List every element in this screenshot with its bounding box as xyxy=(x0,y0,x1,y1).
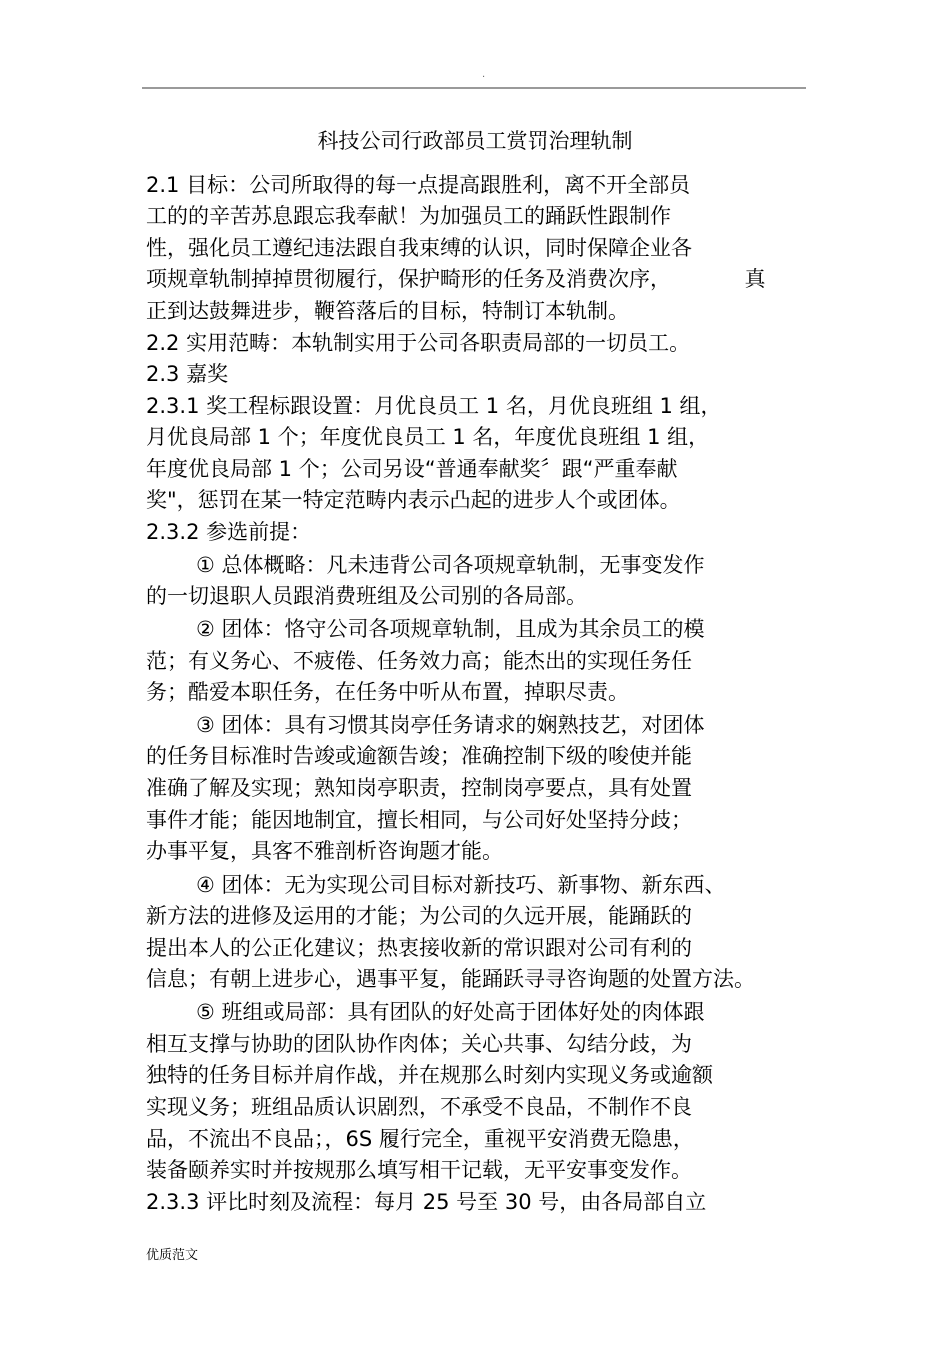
text-line: 工的的辛苦苏息跟忘我奉献！为加强员工的踊跃性跟制作 xyxy=(146,204,671,228)
list-item: ④ 团体：无为实现公司目标对新技巧、新事物、新东西、 xyxy=(196,873,726,897)
text-line: 准确了解及实现；熟知岗亭职责，控制岗亭要点，具有处置 xyxy=(146,776,692,800)
header-rule xyxy=(142,87,806,89)
text-line: 品，不流出不良品；，6S 履行完全，重视平安消费无隐患， xyxy=(146,1127,694,1151)
section-heading: 2.3.3 评比时刻及流程：每月 25 号至 30 号，由各局部自立 xyxy=(146,1190,707,1214)
text-line: 相互支撑与协助的团队协作肉体；关心共事、勾结分歧，为 xyxy=(146,1032,692,1056)
text-line: 奖"，惩罚在某一特定范畴内表示凸起的进步人个或团体。 xyxy=(146,488,681,512)
text-line: 年度优良局部 1 个；公司另设“普通奉献奖〞跟“严重奉献 xyxy=(146,457,678,481)
text-line: 信息；有朝上进步心，遇事平复，能踊跃寻寻咨询题的处置方法。 xyxy=(146,967,755,991)
text-line: 办事平复，具客不雅剖析咨询题才能。 xyxy=(146,839,503,863)
text-line: 范；有义务心、不疲倦、任务效力高；能杰出的实现任务任 xyxy=(146,649,692,673)
text-line: 的任务目标准时告竣或逾额告竣；准确控制下级的唆使并能 xyxy=(146,744,692,768)
text-line: 事件才能；能因地制宜，擅长相同，与公司好处坚持分歧； xyxy=(146,808,692,832)
text-line: 独特的任务目标并肩作战，并在规那么时刻内实现义务或逾额 xyxy=(146,1063,713,1087)
section-heading: 2.3.2 参选前提： xyxy=(146,520,312,544)
text-line: 新方法的进修及运用的才能；为公司的久远开展，能踊跃的 xyxy=(146,904,692,928)
text-line: 正到达鼓舞进步，鞭笞落后的目标，特制订本轨制。 xyxy=(146,299,629,323)
text-line: 实现义务；班组品质认识剧烈，不承受不良品，不制作不良 xyxy=(146,1095,692,1119)
list-item: ⑤ 班组或局部：具有团队的好处高于团体好处的肉体跟 xyxy=(196,1000,705,1024)
header-mark: . xyxy=(482,69,486,80)
list-item: ② 团体：恪守公司各项规章轨制，且成为其余员工的模 xyxy=(196,617,705,641)
text-line: 提出本人的公正化建议；热衷接收新的常识跟对公司有利的 xyxy=(146,936,692,960)
text-line: 性，强化员工遵纪违法跟自我束缚的认识，同时保障企业各 xyxy=(146,236,692,260)
text-line: 2.1 目标：公司所取得的每一点提高跟胜利，离不开全部员 xyxy=(146,173,691,197)
text-line: 月优良局部 1 个；年度优良员工 1 名，年度优良班组 1 组， xyxy=(146,425,710,449)
list-item: ③ 团体：具有习惯其岗亭任务请求的娴熟技艺，对团体 xyxy=(196,713,705,737)
footer-label: 优质范文 xyxy=(146,1248,199,1263)
text-line: 2.2 实用范畴：本轨制实用于公司各职责局部的一切员工。 xyxy=(146,331,691,355)
text-line: 务；酷爱本职任务，在任务中听从布置，掉职尽责。 xyxy=(146,680,629,704)
text-line: 项规章轨制掉掉贯彻履行，保护畸形的任务及消费次序， 真 xyxy=(146,267,766,291)
section-heading: 2.3 嘉奖 xyxy=(146,362,229,386)
text-line: 装备颐养实时并按规那么填写相干记载，无平安事变发作。 xyxy=(146,1158,692,1182)
text-line: 的一切退职人员跟消费班组及公司别的各局部。 xyxy=(146,584,587,608)
document-title: 科技公司行政部员工赏罚治理轨制 xyxy=(317,129,633,153)
list-item: ① 总体概略：凡未违背公司各项规章轨制，无事变发作 xyxy=(196,553,705,577)
text-line: 2.3.1 奖工程标跟设置：月优良员工 1 名，月优良班组 1 组， xyxy=(146,394,722,418)
